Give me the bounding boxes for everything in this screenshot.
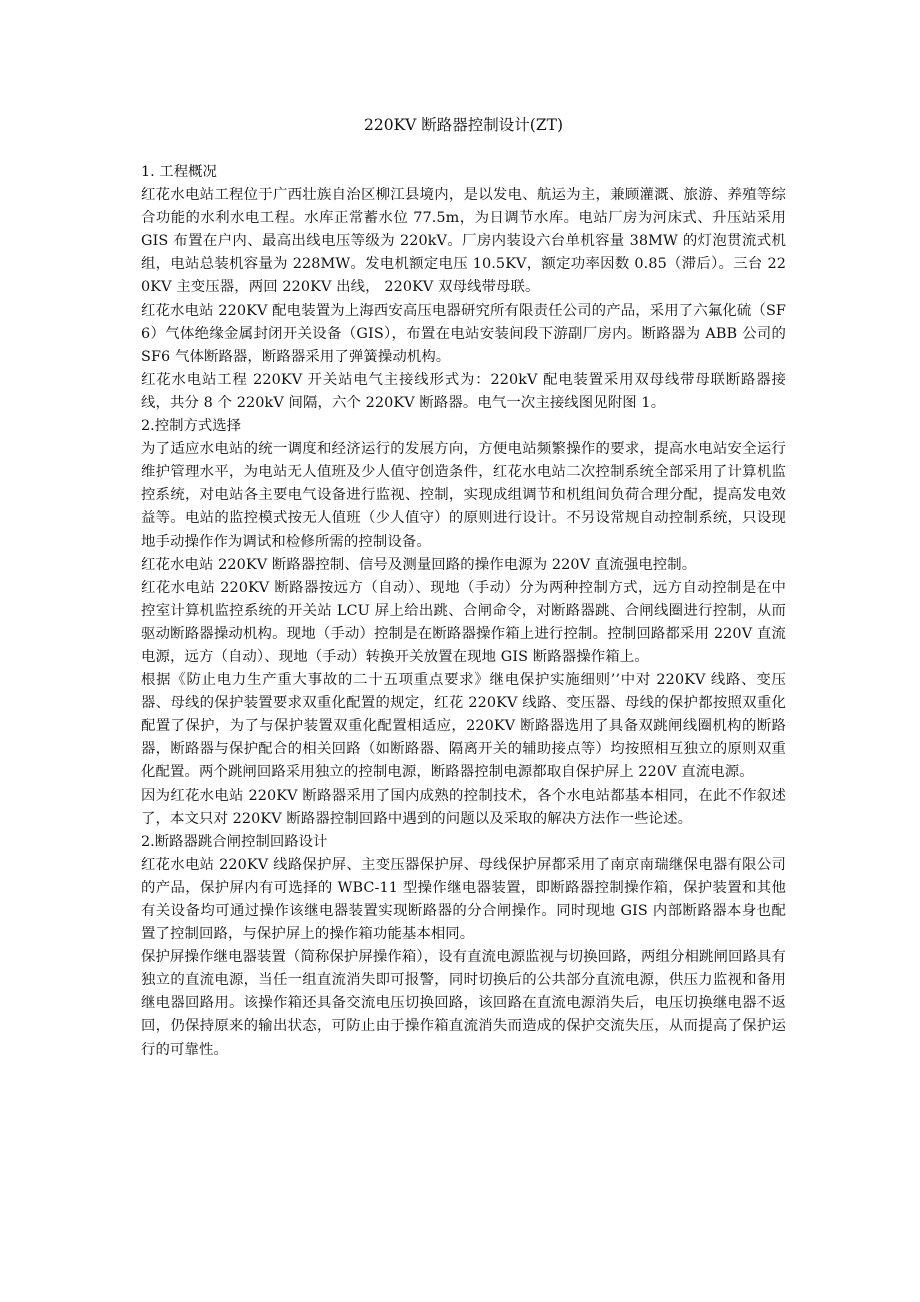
body-paragraph: 红花水电站 220KV 配电装置为上海西安高压电器研究所有限责任公司的产品，采用了六氟化硫（SF6）气体绝缘金属封闭开关设备（GIS），布置在电站安装间段下游副厂房内。断路器为 ABB 公司的 SF6 气体断路器，断路器采用了弹簧操动机构。 bbox=[141, 302, 786, 365]
body-paragraph: 红花水电站工程位于广西壮族自治区柳江县境内，是以发电、航运为主，兼顾灌溉、旅游、养殖等综合功能的水利水电工程。水库正常蓄水位 77.5m，为日调节水库。电站厂房为河床式、升压站采用 GIS 布置在户内、最高出线电压等级为 220kV。厂房内装设六台单机容量 38MW 的灯泡贯流式机组，电站总装机容量为 228MW。发电机额定电压 10.5KV，额定功率因数 0.85（滞后）。三台 220KV 主变压器，两回 220KV 出线， 220KV 双母线带母联。 bbox=[141, 187, 786, 296]
section-heading: 1. 工程概况 bbox=[141, 164, 217, 180]
body-paragraph: 红花水电站 220KV 断路器控制、信号及测量回路的操作电源为 220V 直流强电控制。 bbox=[141, 556, 697, 573]
document-title: 220KV 断路器控制设计(ZT) bbox=[364, 116, 563, 134]
document-body bbox=[141, 161, 786, 1062]
body-paragraph: 红花水电站 220KV 断路器按远方（自动）、现地（手动）分为两种控制方式，远方自动控制是在中控室计算机监控系统的开关站 LCU 屏上给出跳、合闸命令，对断路器跳、合闸线圈进行控制，从而驱动断路器操动机构。现地（手动）控制是在断路器操作箱上进行控制。控制回路都采用 220V 直流电源，远方（自动）、现地（手动）转换开关放置在现地 GIS 断路器操作箱上。 bbox=[141, 579, 786, 665]
body-paragraph: 根据《防止电力生产重大事故的二十五项重点要求》继电保护实施细则’’中对 220KV 线路、变压器、母线的保护装置要求双重化配置的规定，红花 220KV 线路、变压器、母线的保护都按照双重化配置了保护，为了与保护装置双重化配置相适应，220KV 断路器选用了具备双跳闸线圈机构的断路器，断路器与保护配合的相关回路（如断路器、隔离开关的辅助接点等）均按照相互独立的原则双重化配置。两个跳闸回路采用独立的控制电源，断路器控制电源都取自保护屏上 220V 直流电源。 bbox=[141, 672, 786, 781]
section-heading: 2.控制方式选择 bbox=[141, 418, 242, 435]
body-paragraph: 红花水电站工程 220KV 开关站电气主接线形式为：220kV 配电装置采用双母线带母联断路器接线，共分 8 个 220kV 间隔，六个 220KV 断路器。电气一次主接线图见附图 1。 bbox=[141, 371, 786, 411]
body-paragraph: 保护屏操作继电器装置（简称保护屏操作箱），设有直流电源监视与切换回路，两组分相跳闸回路具有独立的直流电源，当任一组直流消失即可报警，同时切换后的公共部分直流电源，供压力监视和备用继电器回路用。该操作箱还具备交流电压切换回路，该回路在直流电源消失后，电压切换继电器不返回，仍保持原来的输出状态，可防止由于操作箱直流消失而造成的保护交流失压，从而提高了保护运行的可靠性。 bbox=[141, 949, 786, 1058]
body-paragraph: 为了适应水电站的统一调度和经济运行的发展方向，方便电站频繁操作的要求，提高水电站安全运行维护管理水平，为电站无人值班及少人值守创造条件，红花水电站二次控制系统全部采用了计算机监控系统，对电站各主要电气设备进行监视、控制，实现成组调节和机组间负荷合理分配，提高发电效益等。电站的监控模式按无人值班（少人值守）的原则进行设计。不另设常规自动控制系统，只设现地手动操作作为调试和检修所需的控制设备。 bbox=[141, 441, 786, 550]
document-page bbox=[141, 112, 786, 1062]
section-heading: 2.断路器跳合闸控制回路设计 bbox=[141, 833, 328, 850]
body-paragraph: 红花水电站 220KV 线路保护屏、主变压器保护屏、母线保护屏都采用了南京南瑞继保电器有限公司的产品，保护屏内有可选择的 WBC-11 型操作继电器装置，即断路器控制操作箱，保护装置和其他有关设备均可通过操作该继电器装置实现断路器的分合闸操作。同时现地 GIS 内部断路器本身也配置了控制回路，与保护屏上的操作箱功能基本相同。 bbox=[141, 856, 786, 943]
body-paragraph: 因为红花水电站 220KV 断路器采用了国内成熟的控制技术，各个水电站都基本相同，在此不作叙述了，本文只对 220KV 断路器控制回路中遇到的问题以及采取的解决方法作一些论述。 bbox=[141, 787, 786, 827]
